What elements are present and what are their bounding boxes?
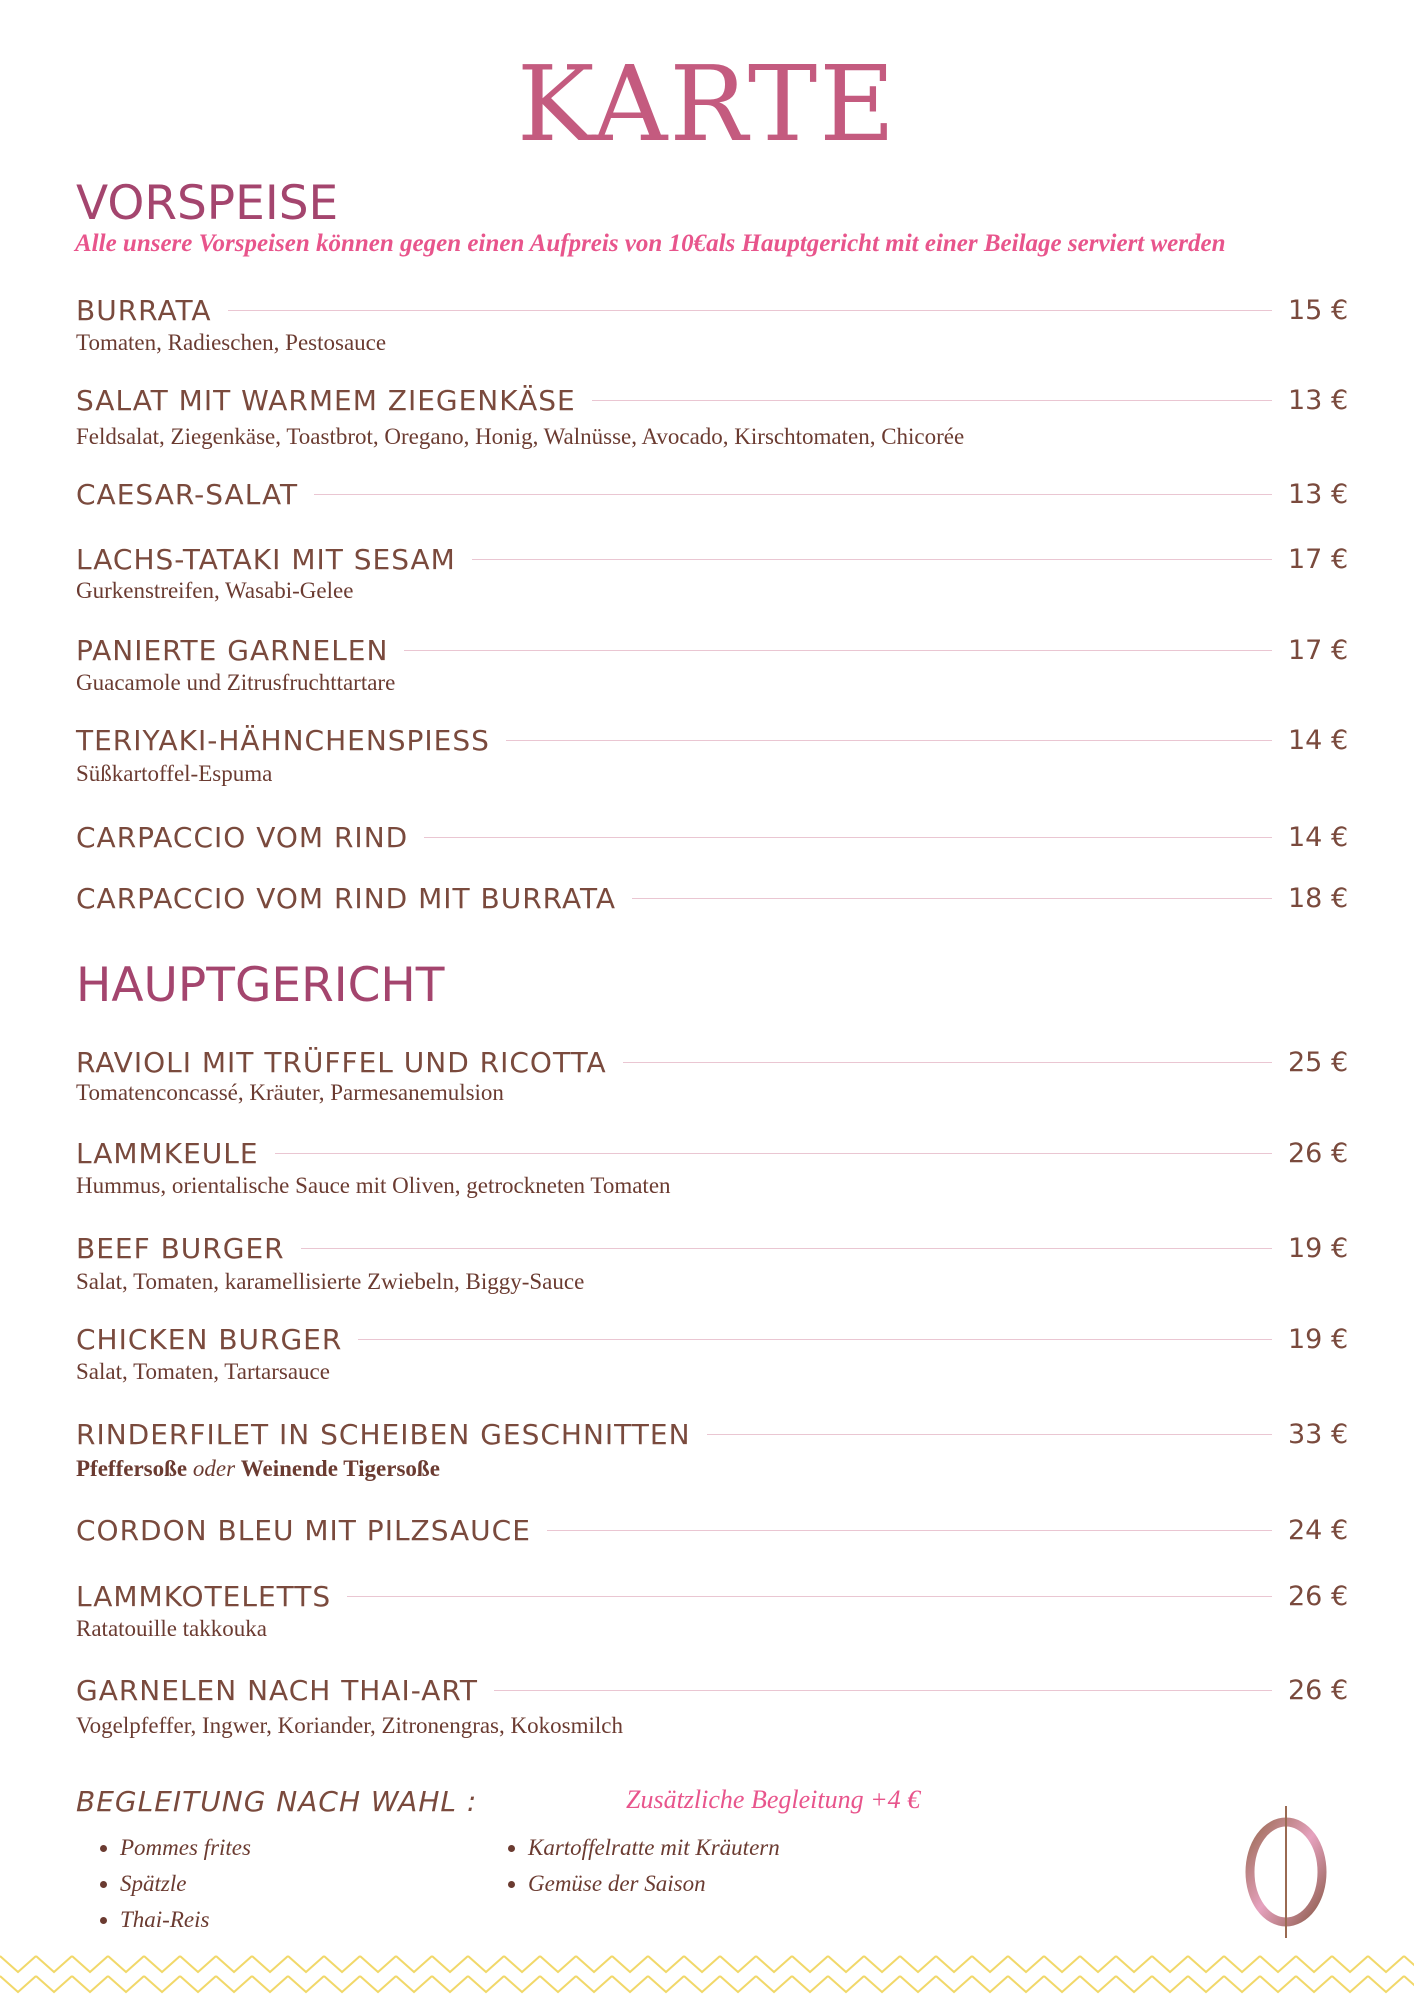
menu-item: [76, 1668, 1356, 1712]
item-price: 18 €: [1288, 882, 1349, 914]
item-price: 17 €: [1288, 543, 1349, 575]
item-name: BEEF BURGER: [76, 1231, 285, 1265]
dotted-leader: [404, 650, 1272, 651]
item-price: 17 €: [1288, 634, 1349, 666]
dotted-leader: [494, 1690, 1272, 1691]
item-description: Vogelpfeffer, Ingwer, Koriander, Zitronengras, Kokosmilch: [76, 1713, 623, 1738]
menu-item: [76, 815, 1356, 859]
item-description: Hummus, orientalische Sauce mit Oliven, getrockneten Tomaten: [76, 1173, 671, 1198]
item-price: 19 €: [1288, 1232, 1349, 1264]
item-price: 13 €: [1288, 384, 1349, 416]
dotted-leader: [623, 1062, 1272, 1063]
sides-heading: BEGLEITUNG NACH WAHL :: [76, 1785, 478, 1818]
item-name: CORDON BLEU MIT PILZSAUCE: [76, 1513, 531, 1547]
dotted-leader: [632, 898, 1272, 899]
dotted-leader: [314, 494, 1272, 495]
item-price: 19 €: [1288, 1323, 1349, 1355]
section-heading-mains: HAUPTGERICHT: [76, 958, 445, 1013]
side-item: • Kartoffelratte mit Kräutern: [528, 1830, 780, 1866]
sauce-option-tiger: Weinende Tigersoße: [240, 1456, 440, 1481]
menu-item: [76, 378, 1356, 422]
item-price: 26 €: [1288, 1137, 1349, 1169]
item-description: Ratatouille takkouka: [76, 1616, 267, 1641]
dotted-leader: [592, 400, 1272, 401]
item-description: Salat, Tomaten, Tartarsauce: [76, 1359, 330, 1384]
item-description: Feldsalat, Ziegenkäse, Toastbrot, Oregano, Honig, Walnüsse, Avocado, Kirschtomaten, Chicorée: [76, 424, 965, 449]
menu-item: [76, 1226, 1356, 1270]
item-name: LACHS-TATAKI MIT SESAM: [76, 542, 456, 576]
side-item: • Pommes frites: [120, 1830, 251, 1866]
item-description: Gurkenstreifen, Wasabi-Gelee: [76, 578, 354, 603]
dotted-leader: [707, 1434, 1272, 1435]
item-price: 25 €: [1288, 1046, 1349, 1078]
page-title: KARTE: [516, 43, 898, 165]
menu-item: [76, 628, 1356, 672]
restaurant-monogram-logo: [1230, 1800, 1340, 1940]
sauce-or: oder: [192, 1456, 236, 1481]
item-name: SALAT MIT WARMEM ZIEGENKÄSE: [76, 383, 576, 417]
side-item: • Gemüse der Saison: [528, 1866, 780, 1902]
item-price: 26 €: [1288, 1580, 1349, 1612]
item-name: CHICKEN BURGER: [76, 1322, 343, 1356]
item-price: 24 €: [1288, 1514, 1349, 1546]
menu-item: [76, 1508, 1356, 1552]
item-name: GARNELEN NACH THAI-ART: [76, 1673, 478, 1707]
item-description: Süßkartoffel-Espuma: [76, 761, 273, 786]
sides-list-left: [76, 1830, 251, 1938]
dotted-leader: [472, 559, 1272, 560]
section-heading-starters: VORSPEISE: [76, 176, 339, 231]
item-description: Guacamole und Zitrusfruchttartare: [76, 670, 396, 695]
menu-item: [76, 718, 1356, 762]
dotted-leader: [301, 1248, 1272, 1249]
dotted-leader: [275, 1153, 1272, 1154]
extra-side-note: Zusätzliche Begleitung +4 €: [626, 1785, 921, 1814]
item-name: PANIERTE GARNELEN: [76, 633, 389, 667]
item-name: RAVIOLI MIT TRÜFFEL UND RICOTTA: [76, 1045, 607, 1079]
sides-list-right: [484, 1830, 780, 1902]
item-description: Salat, Tomaten, karamellisierte Zwiebeln, Biggy-Sauce: [76, 1269, 585, 1294]
item-price: 13 €: [1288, 478, 1349, 510]
menu-item: [76, 288, 1356, 332]
item-name: RINDERFILET IN SCHEIBEN GESCHNITTEN: [76, 1417, 691, 1451]
item-price: 15 €: [1288, 294, 1349, 326]
starters-note: Alle unsere Vorspeisen können gegen einen Aufpreis von 10€als Hauptgericht mit einer Beilage serviert werden: [75, 230, 1226, 257]
item-description: Tomaten, Radieschen, Pestosauce: [76, 330, 387, 355]
menu-item: [76, 1040, 1356, 1084]
item-price: 33 €: [1288, 1418, 1349, 1450]
menu-item: [76, 876, 1356, 920]
dotted-leader: [506, 740, 1272, 741]
sauce-option-pepper: Pfeffersoße: [76, 1456, 188, 1481]
menu-item: [76, 1317, 1356, 1361]
side-item: • Spätzle: [120, 1866, 251, 1902]
menu-item: [76, 537, 1356, 581]
item-description: Tomatenconcassé, Kräuter, Parmesanemulsion: [76, 1080, 504, 1105]
item-name: LAMMKEULE: [76, 1136, 259, 1170]
dotted-leader: [358, 1339, 1272, 1340]
item-description: [76, 1456, 440, 1482]
dotted-leader: [424, 837, 1272, 838]
item-price: 14 €: [1288, 821, 1349, 853]
item-name: CARPACCIO VOM RIND MIT BURRATA: [76, 881, 617, 915]
monogram-icon: [1230, 1800, 1340, 1940]
side-item: • Thai-Reis: [120, 1902, 251, 1938]
item-price: 14 €: [1288, 724, 1349, 756]
menu-item: [76, 1574, 1356, 1618]
item-name: CAESAR-SALAT: [76, 477, 299, 511]
menu-item: [76, 1412, 1356, 1456]
menu-item: [76, 1131, 1356, 1175]
item-price: 26 €: [1288, 1674, 1349, 1706]
menu-item: [76, 472, 1356, 516]
dotted-leader: [228, 310, 1272, 311]
zigzag-footer-decoration: [0, 1946, 1414, 2000]
item-name: LAMMKOTELETTS: [76, 1579, 332, 1613]
dotted-leader: [347, 1596, 1272, 1597]
item-name: CARPACCIO VOM RIND: [76, 820, 409, 854]
item-name: BURRATA: [76, 293, 212, 327]
dotted-leader: [547, 1530, 1272, 1531]
item-name: TERIYAKI-HÄHNCHENSPIESS: [76, 723, 490, 757]
